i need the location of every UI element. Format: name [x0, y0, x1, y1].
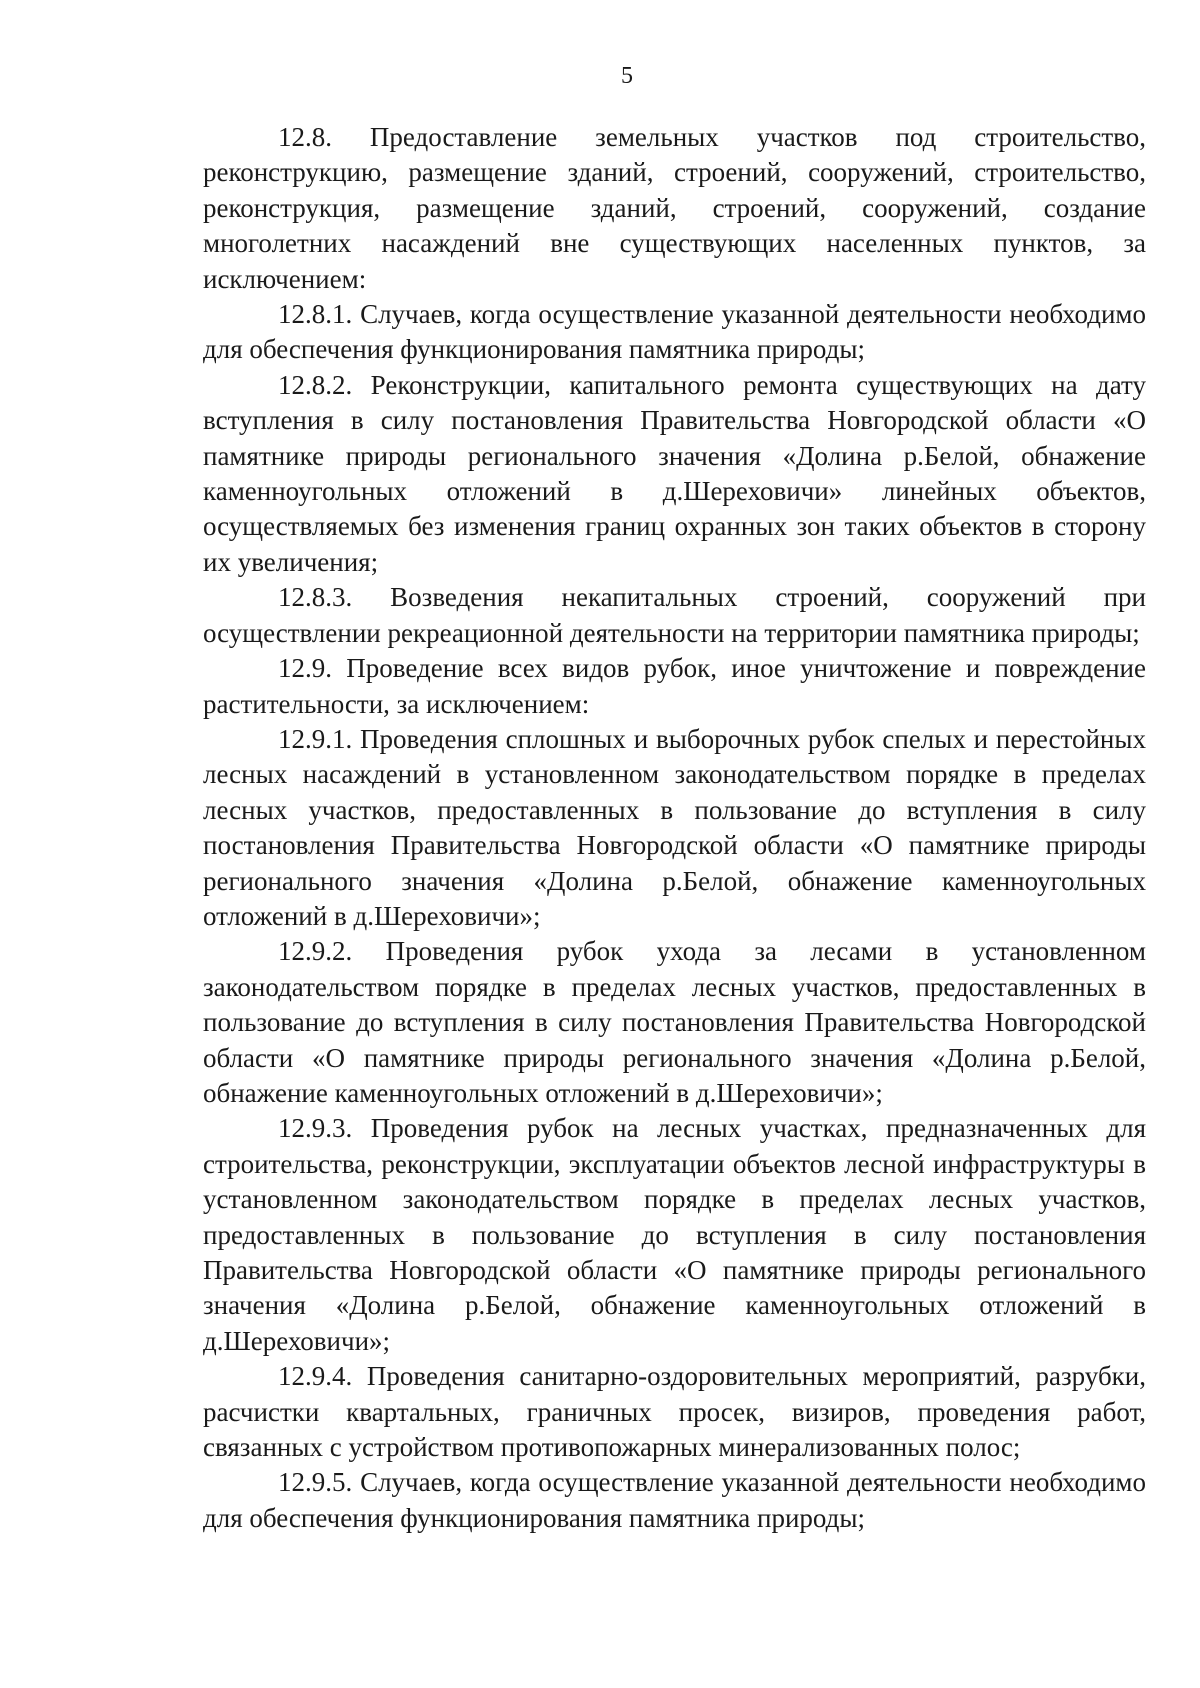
paragraph-12-9-3: 12.9.3. Проведения рубок на лесных участках, предназначенных для строительства, реконструкции, эксплуатации объектов лесной инфраструктуры в установленном законодательством порядке в пределах лесных участков, предоставленных в пользование до вступления в силу постановления Правительства Новгородской области «О памятнике природы регионального значения «Долина р.Белой, обнажение каменноугольных отложений в д.Шереховичи»;: [203, 1113, 1146, 1356]
paragraph-12-9-1: 12.9.1. Проведения сплошных и выборочных рубок спелых и перестойных лесных насаждений в установленном законодательством порядке в пределах лесных участков, предоставленных в пользование до вступления в силу постановления Правительства Новгородской области «О памятнике природы регионального значения «Долина р.Белой, обнажение каменноугольных отложений в д.Шереховичи»;: [203, 723, 1146, 931]
document-body: [203, 120, 1146, 1536]
paragraph-12-8-2: 12.8.2. Реконструкции, капитального ремонта существующих на дату вступления в силу постановления Правительства Новгородской области «О памятнике природы регионального значения «Долина р.Белой, обнажение каменноугольных отложений в д.Шереховичи» линейных объектов, осуществляемых без изменения границ охранных зон таких объектов в сторону их увеличения;: [203, 369, 1146, 577]
paragraph-12-8-1: 12.8.1. Случаев, когда осуществление указанной деятельности необходимо для обеспечения функционирования памятника природы;: [203, 299, 1146, 365]
paragraph-12-9-4: 12.9.4. Проведения санитарно-оздоровительных мероприятий, разрубки, расчистки квартальных, граничных просек, визиров, проведения работ, связанных с устройством противопожарных минерализованных полос;: [203, 1361, 1146, 1463]
paragraph-12-9-5: 12.9.5. Случаев, когда осуществление указанной деятельности необходимо для обеспечения функционирования памятника природы;: [203, 1467, 1146, 1533]
paragraph-12-8: 12.8. Предоставление земельных участков под строительство, реконструкцию, размещение зданий, строений, сооружений, строительство, реконструкция, размещение зданий, строений, сооружений, создание многолетних насаждений вне существующих населенных пунктов, за исключением:: [203, 122, 1146, 294]
paragraph-12-8-3: 12.8.3. Возведения некапитальных строений, сооружений при осуществлении рекреационной деятельности на территории памятника природы;: [203, 582, 1146, 648]
paragraph-12-9: 12.9. Проведение всех видов рубок, иное уничтожение и повреждение растительности, за исключением:: [203, 653, 1146, 719]
page-number: 5: [621, 63, 633, 89]
paragraph-12-9-2: 12.9.2. Проведения рубок ухода за лесами в установленном законодательством порядке в пределах лесных участков, предоставленных в пользование до вступления в силу постановления Правительства Новгородской области «О памятнике природы регионального значения «Долина р.Белой, обнажение каменноугольных отложений в д.Шереховичи»;: [203, 936, 1146, 1108]
